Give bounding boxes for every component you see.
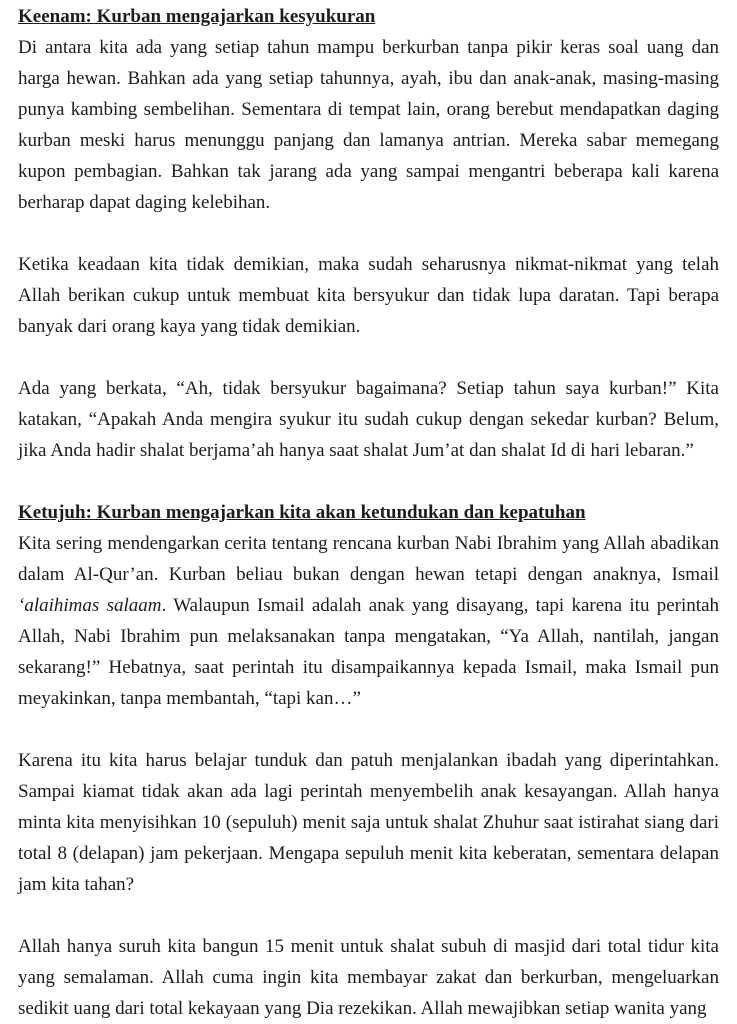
body-paragraph xyxy=(18,745,719,900)
text-run: Ada yang berkata, “Ah, tidak bersyukur bagaimana? Setiap tahun saya kurban!” Kita katakan, “Apakah Anda mengira syukur itu sudah cukup dengan sekedar kurban? Belum, jika Anda hadir shalat berjama’ah hanya saat shalat Jum’at dan shalat Id di hari lebaran.” xyxy=(18,378,719,461)
body-paragraph xyxy=(18,528,719,714)
text-run: Allah hanya suruh kita bangun 15 menit untuk shalat subuh di masjid dari total tidur kita yang semalaman. Allah cuma ingin kita membayar zakat dan berkurban, mengeluarkan sedikit uang dari total kekayaan yang Dia rezekikan. Allah mewajibkan setiap wanita yang xyxy=(18,936,719,1019)
body-paragraph xyxy=(18,373,719,466)
text-run: Karena itu kita harus belajar tunduk dan patuh menjalankan ibadah yang diperintahkan. Sampai kiamat tidak akan ada lagi perintah menyembelih anak kesayangan. Allah hanya minta kita menyisihkan 10 (sepuluh) menit saja untuk shalat Zhuhur saat istirahat siang dari total 8 (delapan) jam pekerjaan. Mengapa sepuluh menit kita keberatan, sementara delapan jam kita tahan? xyxy=(18,750,719,895)
text-run: Ketika keadaan kita tidak demikian, maka sudah seharusnya nikmat-nikmat yang telah Allah berikan cukup untuk membuat kita bersyukur dan tidak lupa daratan. Tapi berapa banyak dari orang kaya yang tidak demikian. xyxy=(18,254,719,337)
section-heading-text: Ketujuh: Kurban mengajarkan kita akan ketundukan dan kepatuhan xyxy=(18,502,586,523)
body-paragraph xyxy=(18,249,719,342)
body-paragraph xyxy=(18,32,719,218)
italic-text-run: ‘alaihimas salaam xyxy=(18,595,162,616)
section-heading-text: Keenam: Kurban mengajarkan kesyukuran xyxy=(18,6,376,27)
text-run: Di antara kita ada yang setiap tahun mampu berkurban tanpa pikir keras soal uang dan harga hewan. Bahkan ada yang setiap tahunnya, ayah, ibu dan anak-anak, masing-masing punya kambing sembelihan. Sementara di tempat lain, orang berebut mendapatkan daging kurban meski harus menunggu panjang dan lamanya antrian. Mereka sabar memegang kupon pembagian. Bahkan tak jarang ada yang sampai mengantri beberapa kali karena berharap dapat daging kelebihan. xyxy=(18,37,719,213)
document-content xyxy=(18,1,719,1024)
text-run: . Walaupun Ismail adalah anak yang disayang, tapi karena itu perintah Allah, Nabi Ibrahim pun melaksanakan tanpa mengatakan, “Ya Allah, nantilah, jangan sekarang!” Hebatnya, saat perintah itu disampaikannya kepada Ismail, maka Ismail pun meyakinkan, tanpa membantah, “tapi kan…” xyxy=(18,595,719,709)
section-heading xyxy=(18,497,719,528)
text-run: Kita sering mendengarkan cerita tentang rencana kurban Nabi Ibrahim yang Allah abadikan dalam Al-Qur’an. Kurban beliau bukan dengan hewan tetapi dengan anaknya, Ismail xyxy=(18,533,719,585)
section-heading xyxy=(18,1,719,32)
body-paragraph xyxy=(18,931,719,1024)
